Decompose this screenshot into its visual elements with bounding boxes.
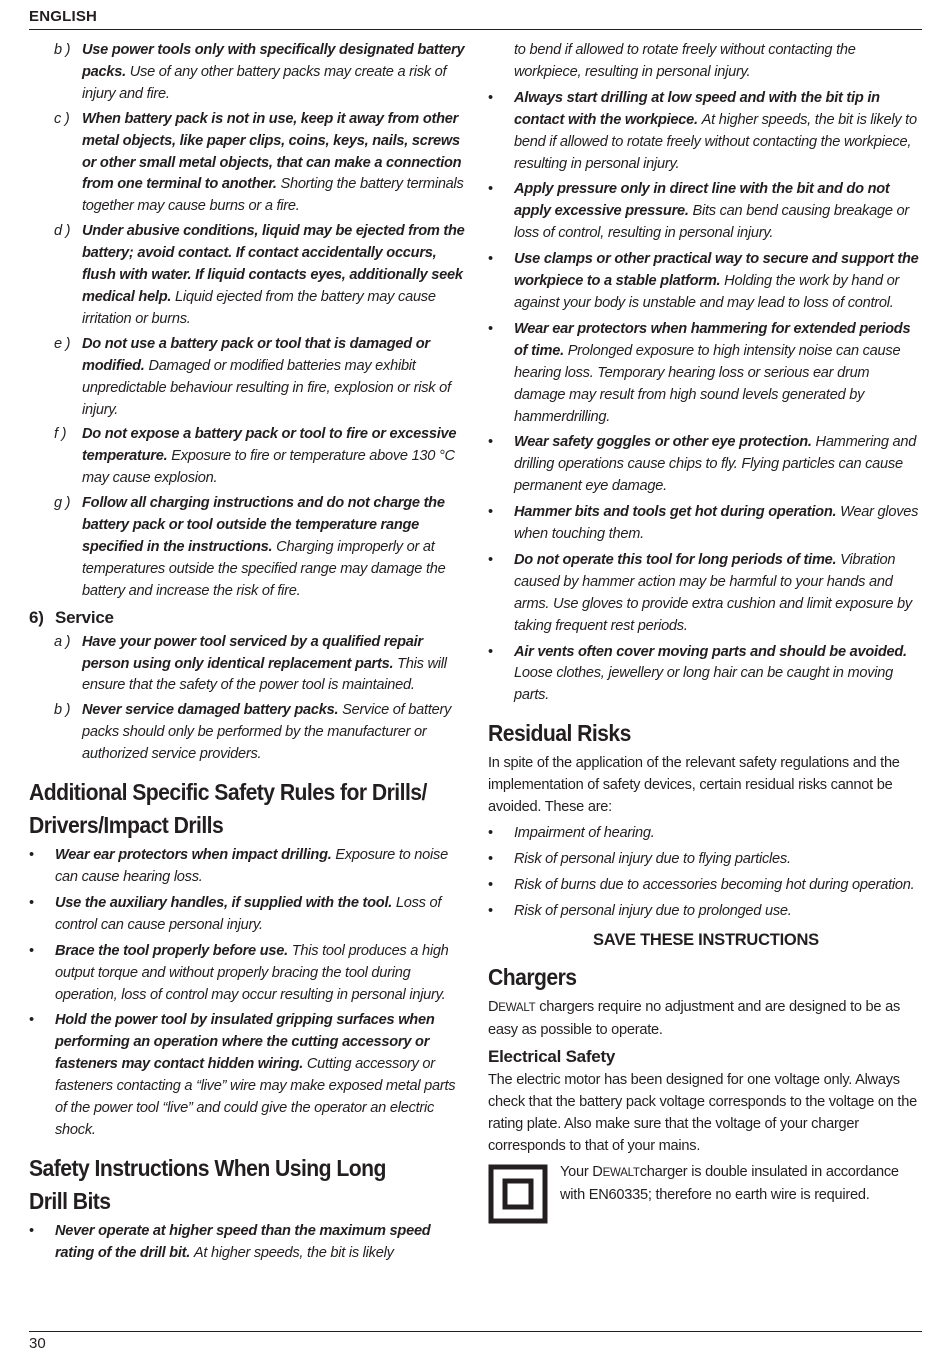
battery-item-e xyxy=(29,334,466,422)
item-text: Risk of personal injury due to flying particles. xyxy=(514,850,791,867)
item-text: Charging improperly or at temperatures outside the specified range may damage the battery and increase the risk of fire. xyxy=(82,538,446,599)
drilling-rule-item xyxy=(488,642,924,708)
item-bold: Hammer bits and tools get hot during operation. xyxy=(514,504,837,521)
item-text: Loss of control can cause personal injury. xyxy=(55,894,442,933)
item-bold: When battery pack is not in use, keep it away from other metal objects, like paper clips, coins, keys, nails, screws or other small metal objects, that can make a connection from one terminal to another. xyxy=(82,110,462,193)
save-instructions-heading: SAVE THESE INSTRUCTIONS xyxy=(593,930,819,949)
bullet-marker: • xyxy=(488,181,493,198)
item-text: Damaged or modified batteries may exhibit unpredictable behaviour resulting in fire, explosion or risk of injury. xyxy=(82,357,451,418)
service-item-a xyxy=(29,632,466,698)
double-text: charger is double insulated in accordance with EN60335; therefore no earth wire is required. xyxy=(560,1164,899,1203)
item-bold: Have your power tool serviced by a qualified repair person using only identical replacement parts. xyxy=(82,633,423,672)
language-label: ENGLISH xyxy=(29,8,98,25)
bullet-marker: • xyxy=(29,1222,34,1239)
item-text: Loose clothes, jewellery or long hair can be caught in moving parts. xyxy=(514,665,894,704)
battery-list xyxy=(29,40,466,603)
item-marker: f ) xyxy=(54,426,67,443)
title-line: Safety Instructions When Using Long xyxy=(29,1154,386,1181)
item-marker: b ) xyxy=(54,42,71,58)
drilling-rule-item xyxy=(488,179,924,245)
residual-risk-item xyxy=(488,901,924,923)
item-text: Exposure to fire or temperature above 130 °C may cause explosion. xyxy=(82,448,455,487)
bullet-marker: • xyxy=(488,504,493,521)
drill-rule-item xyxy=(29,1010,466,1141)
bullet-marker: • xyxy=(488,251,493,268)
item-bold: Apply pressure only in direct line with the bit and do not apply excessive pressure. xyxy=(514,181,890,220)
item-bold: Under abusive conditions, liquid may be ejected from the battery; avoid contact. If contact accidentally occurs, flush with water. If liquid contacts eyes, additionally seek medical help. xyxy=(82,223,465,305)
item-text: Risk of burns due to accessories becoming hot during operation. xyxy=(514,876,915,893)
bullet-marker: • xyxy=(488,551,493,568)
item-text: Holding the work by hand or against your body is unstable and may lead to loss of control. xyxy=(514,273,900,311)
item-text: This tool produces a high output torque and without properly bracing the tool during operation, loss of control may occur resulting in personal injury. xyxy=(55,942,449,1003)
drill-rule-item xyxy=(29,893,466,937)
bullet-marker: • xyxy=(29,894,34,911)
service-number: 6) xyxy=(29,607,44,627)
item-text: Risk of personal injury due to prolonged use. xyxy=(514,902,792,919)
brand-rest: EWALT xyxy=(602,1167,640,1180)
title-line: Additional Specific Safety Rules for Drills/ xyxy=(29,779,427,806)
item-text: At higher speeds, the bit is likely xyxy=(193,1244,394,1261)
drilling-rule-item xyxy=(488,319,924,429)
item-bold: Follow all charging instructions and do not charge the battery pack or tool outside the temperature range specified in the instructions. xyxy=(82,495,445,555)
battery-item-f xyxy=(29,424,466,490)
item-text: Impairment of hearing. xyxy=(514,825,655,841)
footer-rule xyxy=(29,1331,922,1332)
battery-item-g xyxy=(29,493,466,603)
item-text: Wear gloves when touching them. xyxy=(514,504,919,543)
item-marker: g ) xyxy=(54,495,71,512)
bullet-marker: • xyxy=(488,902,493,919)
drilling-rule-item xyxy=(488,550,924,638)
item-bold: Do not use a battery pack or tool that is damaged or modified. xyxy=(82,335,430,374)
item-marker: e ) xyxy=(54,335,71,352)
item-text: Service of battery packs should only be performed by the manufacturer or authorized service providers. xyxy=(82,702,452,763)
residual-intro: In spite of the application of the relevant safety regulations and the implementation of safety devices, certain residual risks cannot be avoided. These are: xyxy=(488,755,900,816)
page-header xyxy=(29,8,922,30)
drill-rule-item xyxy=(29,845,466,889)
bullet-marker: • xyxy=(488,825,493,841)
item-text: Vibration caused by hammer action may be harmful to your hands and arms. Use gloves to provide extra cushion and limit exposure by taking frequent rest periods. xyxy=(514,551,912,634)
drilling-rule-item xyxy=(488,249,924,315)
residual-risks-title: Residual Risks xyxy=(488,720,631,747)
residual-risk-item xyxy=(488,823,924,845)
service-title: Service xyxy=(55,607,114,627)
item-text: At higher speeds, the bit is likely to bend if allowed to rotate freely without contacting the workpiece, resulting in personal injury. xyxy=(514,111,917,172)
bullet-marker: • xyxy=(488,434,493,451)
item-text: Liquid ejected from the battery may cause irritation or burns. xyxy=(82,288,436,327)
item-bold: Do not operate this tool for long periods of time. xyxy=(514,551,837,568)
item-text: Use of any other battery packs may create a risk of injury and fire. xyxy=(82,63,447,102)
item-bold: Brace the tool properly before use. xyxy=(55,942,288,959)
item-bold: Use clamps or other practical way to secure and support the workpiece to a stable platform. xyxy=(514,251,919,290)
chargers-intro xyxy=(488,997,924,1042)
drill-rule-item xyxy=(29,941,466,1007)
drills-section-title xyxy=(29,776,431,842)
item-text: Cutting accessory or fasteners contacting a “live” wire may make exposed metal parts of the power tool “live” and could give the operator an electric shock. xyxy=(55,1056,456,1138)
drilling-rule-item xyxy=(488,502,924,546)
electrical-safety-text: The electric motor has been designed for one voltage only. Always check that the battery pack voltage corresponds to the voltage on the rating plate. Also make sure that the voltage of your charger corresponds to that of your mains. xyxy=(488,1072,917,1155)
battery-item-c xyxy=(29,109,466,219)
bullet-marker: • xyxy=(29,1012,34,1029)
brand-initial: D xyxy=(488,998,499,1015)
residual-risk-item xyxy=(488,849,924,871)
title-line: Drill Bits xyxy=(29,1187,111,1214)
continuation-text: to bend if allowed to rotate freely without contacting the workpiece, resulting in personal injury. xyxy=(514,42,856,80)
item-marker: b ) xyxy=(54,702,71,719)
double-insulation-note xyxy=(488,1162,924,1228)
left-column xyxy=(29,40,466,1269)
item-text: Shorting the battery terminals together may cause burns or a fire. xyxy=(82,176,464,215)
electrical-safety-title: Electrical Safety xyxy=(488,1047,616,1067)
item-bold: Air vents often cover moving parts and should be avoided. xyxy=(514,643,907,660)
double-insulation-icon xyxy=(488,1164,548,1224)
item-text: Hammering and drilling operations cause chips to fly. Flying particles can cause permanent eye damage. xyxy=(514,434,917,495)
item-marker: d ) xyxy=(54,223,71,240)
brand-rest: EWALT xyxy=(498,1001,536,1014)
long-bits-section-title xyxy=(29,1152,431,1218)
chargers-intro-text: chargers require no adjustment and are designed to be as easy as possible to operate. xyxy=(488,998,901,1038)
drilling-rule-item xyxy=(488,432,924,498)
item-text: This will ensure that the safety of the power tool is maintained. xyxy=(82,655,447,694)
chargers-title: Chargers xyxy=(488,963,577,990)
service-item-b xyxy=(29,700,466,766)
battery-item-b xyxy=(29,40,466,106)
page-number: 30 xyxy=(29,1335,46,1352)
item-bold: Do not expose a battery pack or tool to fire or excessive temperature. xyxy=(82,426,457,465)
item-bold: Always start drilling at low speed and with the bit tip in contact with the workpiece. xyxy=(514,89,880,128)
item-bold: Never service damaged battery packs. xyxy=(82,702,339,719)
drilling-rule-item xyxy=(488,88,924,176)
residual-risk-item xyxy=(488,875,924,897)
item-marker: c ) xyxy=(54,110,70,127)
long-bit-item xyxy=(29,1221,466,1265)
double-pre: Your xyxy=(560,1164,593,1181)
item-bold: Hold the power tool by insulated gripping surfaces when performing an operation where the cutting accessory or fasteners may contact hidden wiring. xyxy=(55,1012,435,1073)
bullet-marker: • xyxy=(29,847,34,864)
item-bold: Use the auxiliary handles, if supplied with the tool. xyxy=(55,894,393,911)
item-bold: Wear safety goggles or other eye protection. xyxy=(514,434,812,451)
item-bold: Wear ear protectors when hammering for extended periods of time. xyxy=(514,320,911,359)
bullet-marker: • xyxy=(488,876,493,893)
item-text: Exposure to noise can cause hearing loss. xyxy=(55,847,448,885)
bullet-marker: • xyxy=(488,320,493,337)
bullet-marker: • xyxy=(488,850,493,867)
brand-initial: D xyxy=(592,1164,603,1181)
bullet-marker: • xyxy=(488,89,493,106)
bullet-marker: • xyxy=(29,942,34,959)
bullet-marker: • xyxy=(488,643,493,660)
title-line: Drivers/Impact Drills xyxy=(29,812,224,839)
right-column xyxy=(488,40,924,1228)
item-bold: Wear ear protectors when impact drilling. xyxy=(55,847,332,864)
item-text: Prolonged exposure to high intensity noise can cause hearing loss. Temporary hearing loss or serious ear drum damage may result from high sound levels generated by hammerdrilling. xyxy=(514,342,901,425)
item-marker: a ) xyxy=(54,633,71,650)
item-bold: Use power tools only with specifically designated battery packs. xyxy=(82,42,465,80)
item-text: Bits can bend causing breakage or loss of control, resulting in personal injury. xyxy=(514,203,909,242)
battery-item-d xyxy=(29,221,466,331)
service-heading xyxy=(29,606,466,630)
item-bold: Never operate at higher speed than the maximum speed rating of the drill bit. xyxy=(55,1222,431,1261)
